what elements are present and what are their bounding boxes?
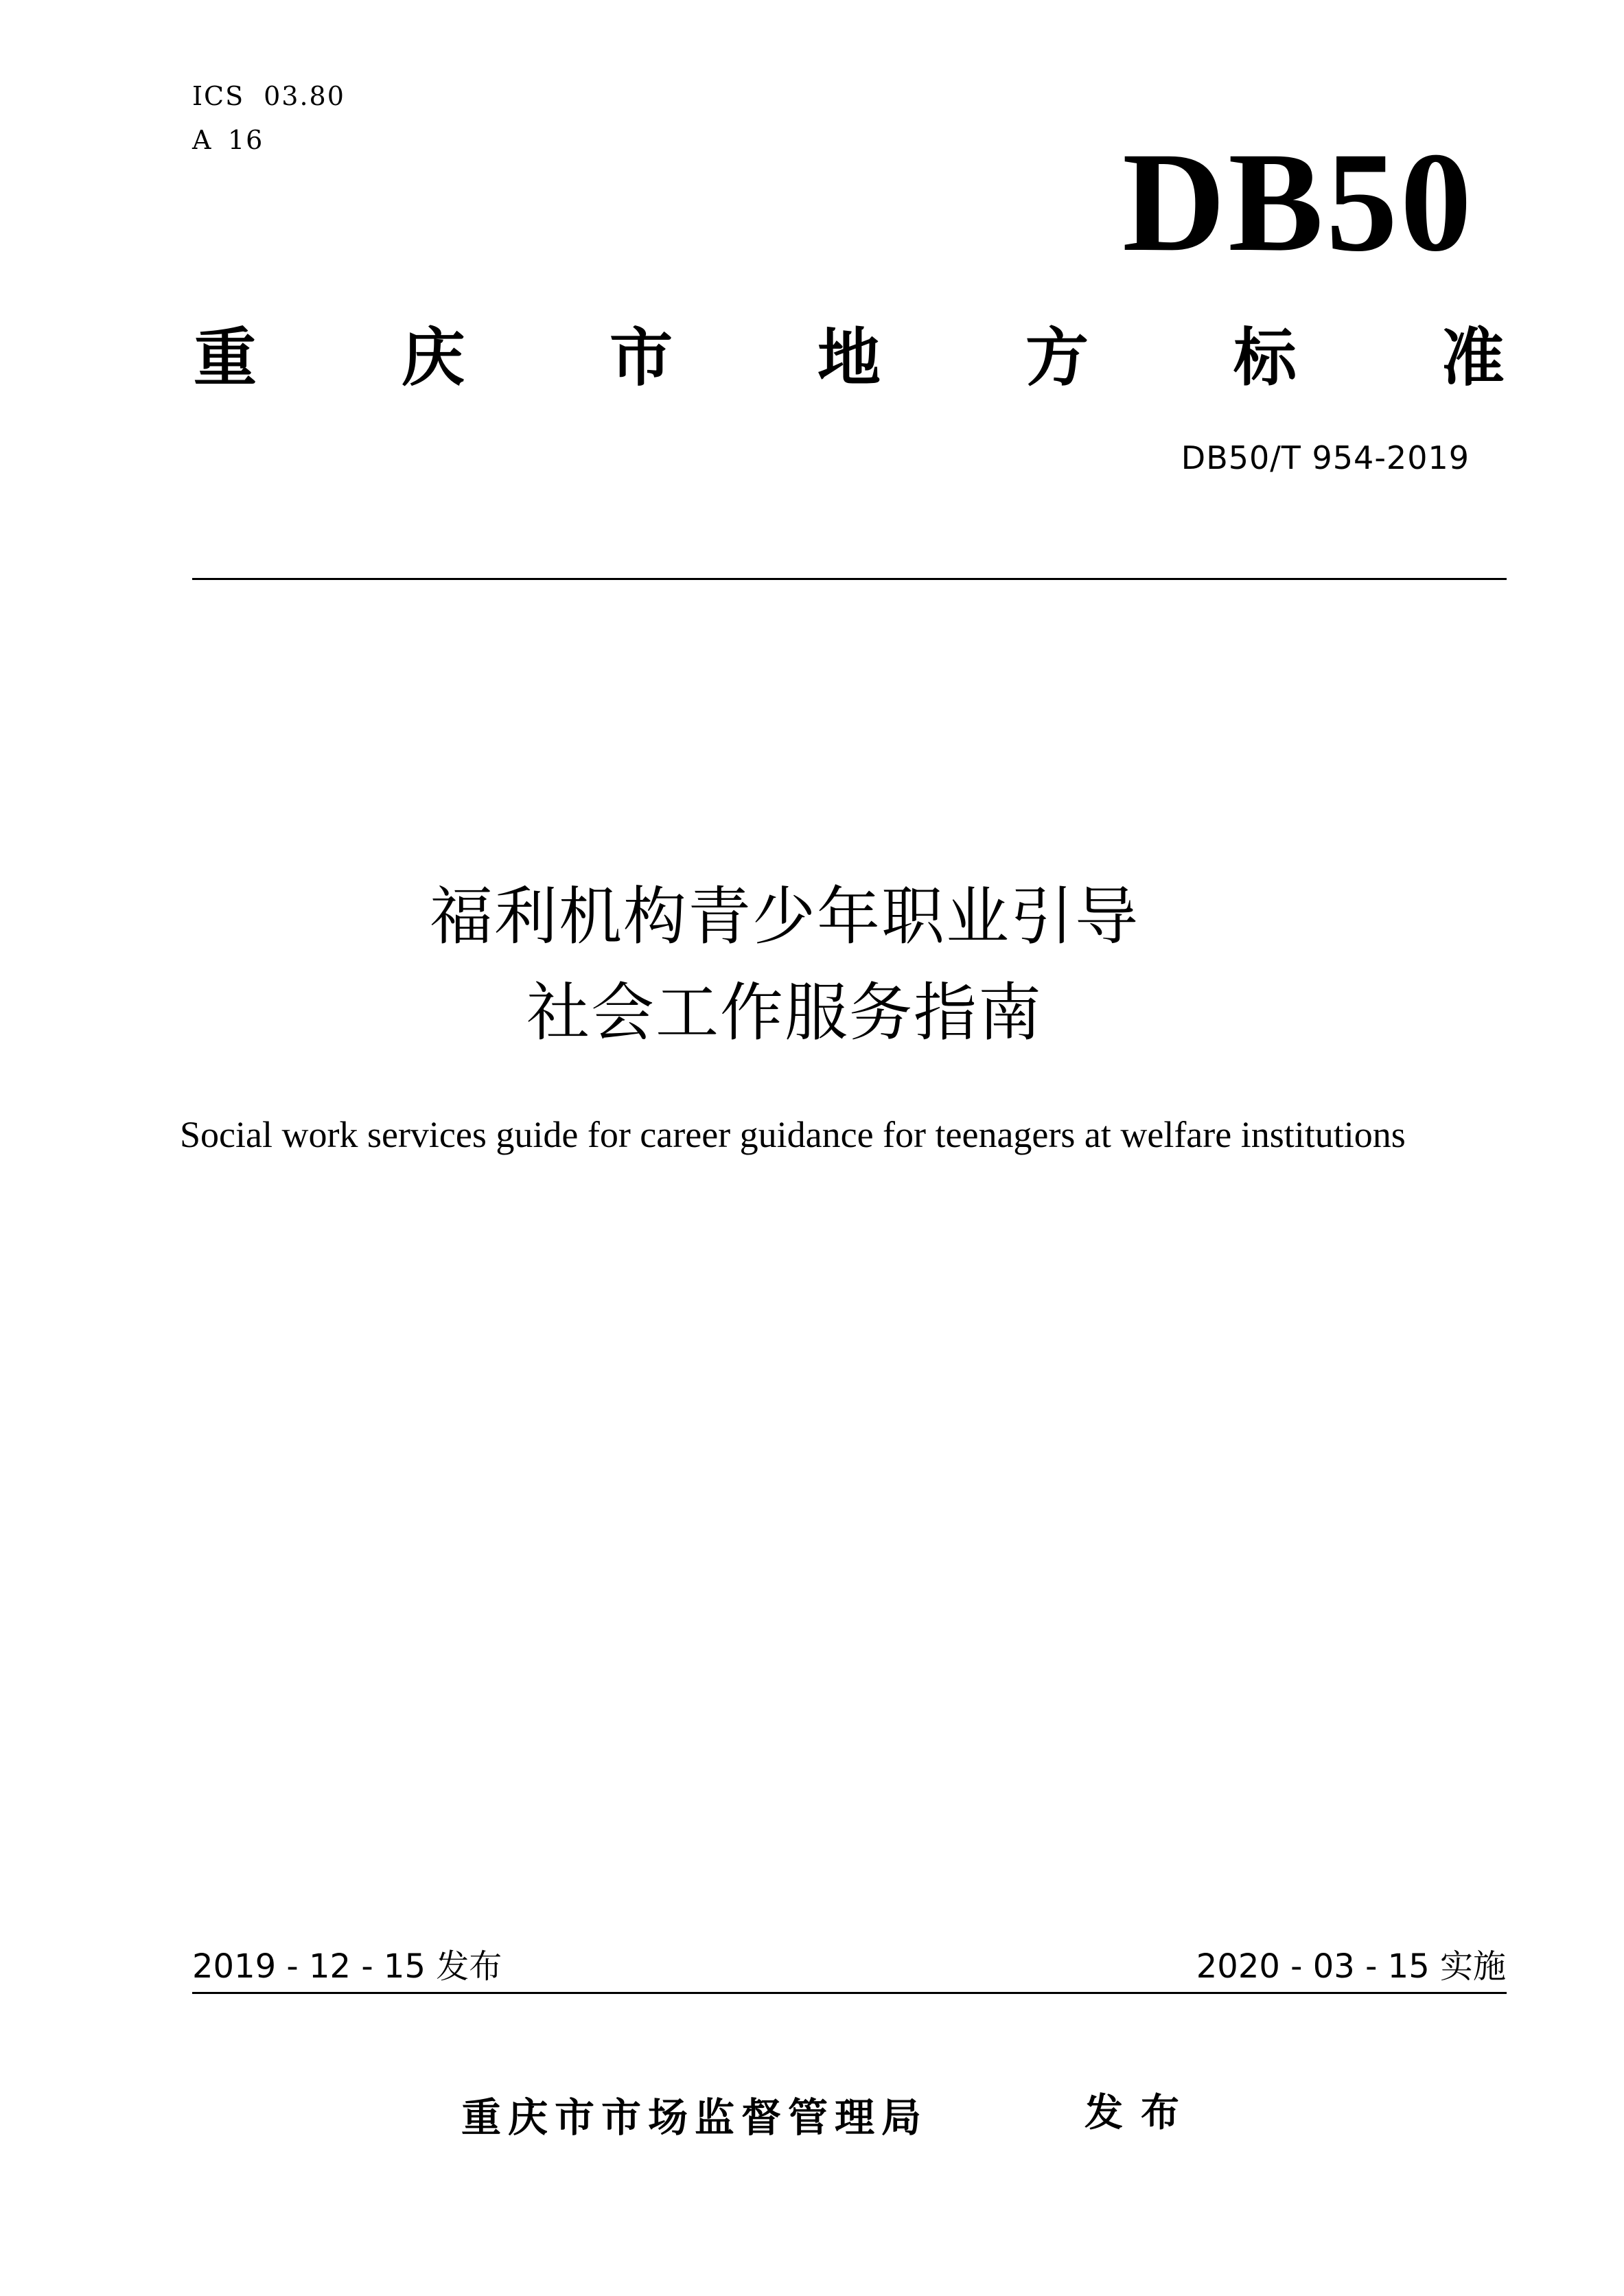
standard-code-logo: DB50 xyxy=(1122,123,1474,281)
title-english: Social work services guide for career guidance for teenagers at welfare institutions xyxy=(180,1114,1406,1155)
class-code: 16 xyxy=(228,125,264,155)
standard-type-char: 市 xyxy=(609,321,673,395)
bottom-divider xyxy=(192,1992,1507,1994)
publish-label: 发布 xyxy=(1084,2091,1197,2135)
implementation-date: 2020 - 03 - 15 实施 xyxy=(1196,1947,1506,1986)
standard-type-char: 标 xyxy=(1233,321,1297,395)
ics-classification xyxy=(192,81,345,111)
issue-date: 2019 - 12 - 15 发布 xyxy=(192,1947,502,1986)
top-divider xyxy=(192,578,1507,580)
standard-type-char: 准 xyxy=(1441,321,1505,395)
standard-type-char: 方 xyxy=(1025,321,1089,395)
title-chinese-line-1: 福利机构青少年职业引导 xyxy=(429,880,1139,953)
standard-type-char: 重 xyxy=(194,321,257,395)
ics-label: ICS xyxy=(192,81,245,111)
standard-type-char: 庆 xyxy=(401,321,465,395)
standard-number: DB50/T 954-2019 xyxy=(1181,439,1470,476)
publisher-name: 重庆市市场监督管理局 xyxy=(461,2094,929,2141)
class-label: A xyxy=(192,125,213,155)
standard-type-char: 地 xyxy=(817,321,881,395)
standard-type-heading xyxy=(194,317,1505,399)
title-chinese-line-2: 社会工作服务指南 xyxy=(526,976,1043,1050)
chinese-classification xyxy=(192,125,264,155)
ics-code: 03.80 xyxy=(264,81,345,111)
